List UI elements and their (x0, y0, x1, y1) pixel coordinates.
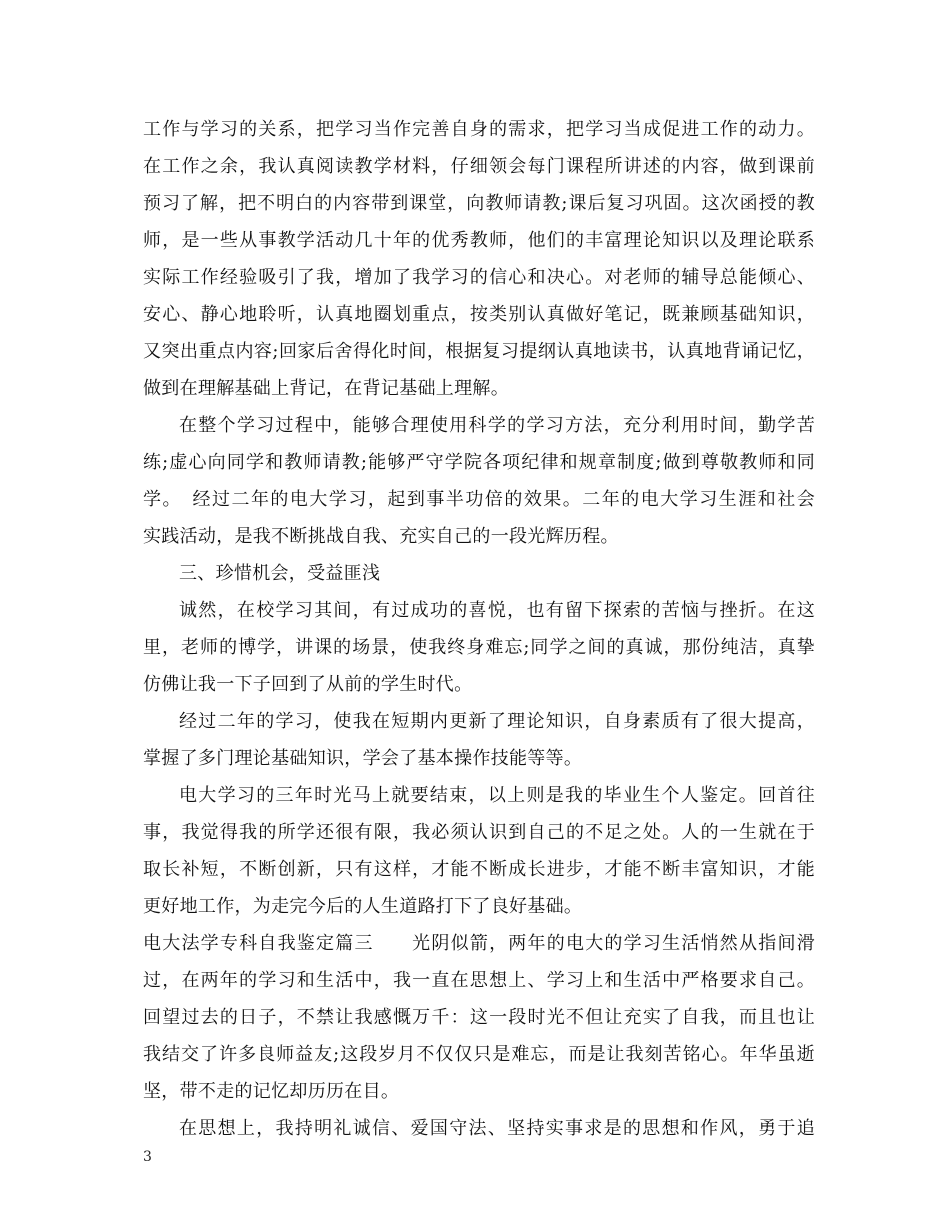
text-line: 又突出重点内容;回家后舍得化时间，根据复习提纲认真地读书，认真地背诵记忆， (143, 341, 815, 362)
text-line: 做到在理解基础上背记，在背记基础上理解。 (143, 378, 509, 399)
text-line: 实际工作经验吸引了我，增加了我学习的信心和决心。对老师的辅导总能倾心、 (143, 267, 815, 288)
section-heading: 三、珍惜机会，受益匪浅 (179, 563, 381, 584)
text-line: 掌握了多门理论基础知识，学会了基本操作技能等等。 (143, 748, 583, 769)
text-line: 工作与学习的关系，把学习当作完善自身的需求，把学习当成促进工作的动力。 (143, 119, 815, 140)
text-line: 在整个学习过程中，能够合理使用科学的学习方法，充分利用时间，勤学苦 (179, 415, 815, 436)
text-line: 仿佛让我一下子回到了从前的学生时代。 (143, 674, 473, 695)
text-line: 预习了解，把不明白的内容带到课堂，向教师请教;课后复习巩固。这次函授的教 (143, 193, 815, 214)
text-line: 电大法学专科自我鉴定篇三 光阴似箭，两年的电大的学习生活悄然从指间滑 (143, 933, 815, 954)
text-line: 师，是一些从事教学活动几十年的优秀教师，他们的丰富理论知识以及理论联系 (143, 230, 815, 251)
text-line: 取长补短，不断创新，只有这样，才能不断成长进步，才能不断丰富知识，才能 (143, 859, 815, 880)
text-line: 学。 经过二年的电大学习，起到事半功倍的效果。二年的电大学习生涯和社会 (143, 489, 815, 510)
text-line: 回望过去的日子，不禁让我感慨万千：这一段时光不但让充实了自我，而且也让 (143, 1007, 815, 1028)
page-number: 3 (143, 1149, 152, 1165)
text-line: 过，在两年的学习和生活中，我一直在思想上、学习上和生活中严格要求自己。 (143, 970, 815, 991)
text-line: 电大学习的三年时光马上就要结束，以上则是我的毕业生个人鉴定。回首往 (179, 785, 815, 806)
text-line: 诚然，在校学习其间，有过成功的喜悦，也有留下探索的苦恼与挫折。在这 (179, 600, 815, 621)
text-line: 在思想上，我持明礼诚信、爱国守法、坚持实事求是的思想和作风，勇于追 (179, 1118, 815, 1139)
text-line: 经过二年的学习，使我在短期内更新了理论知识，自身素质有了很大提高， (179, 711, 815, 732)
text-line: 坚，带不走的记忆却历历在目。 (143, 1081, 400, 1102)
text-line: 事，我觉得我的所学还很有限，我必须认识到自己的不足之处。人的一生就在于 (143, 822, 815, 843)
text-line: 练;虚心向同学和教师请教;能够严守学院各项纪律和规章制度;做到尊敬教师和同 (143, 452, 815, 473)
text-line: 更好地工作，为走完今后的人生道路打下了良好基础。 (143, 896, 583, 917)
text-line: 在工作之余，我认真阅读教学材料，仔细领会每门课程所讲述的内容，做到课前 (143, 156, 815, 177)
text-line: 安心、静心地聆听，认真地圈划重点，按类别认真做好笔记，既兼顾基础知识， (143, 304, 815, 325)
text-line: 我结交了许多良师益友;这段岁月不仅仅只是难忘，而是让我刻苦铭心。年华虽逝 (143, 1044, 815, 1065)
text-line: 实践活动，是我不断挑战自我、充实自己的一段光辉历程。 (143, 526, 619, 547)
text-line: 里，老师的博学，讲课的场景，使我终身难忘;同学之间的真诚，那份纯洁，真挚 (143, 637, 815, 658)
